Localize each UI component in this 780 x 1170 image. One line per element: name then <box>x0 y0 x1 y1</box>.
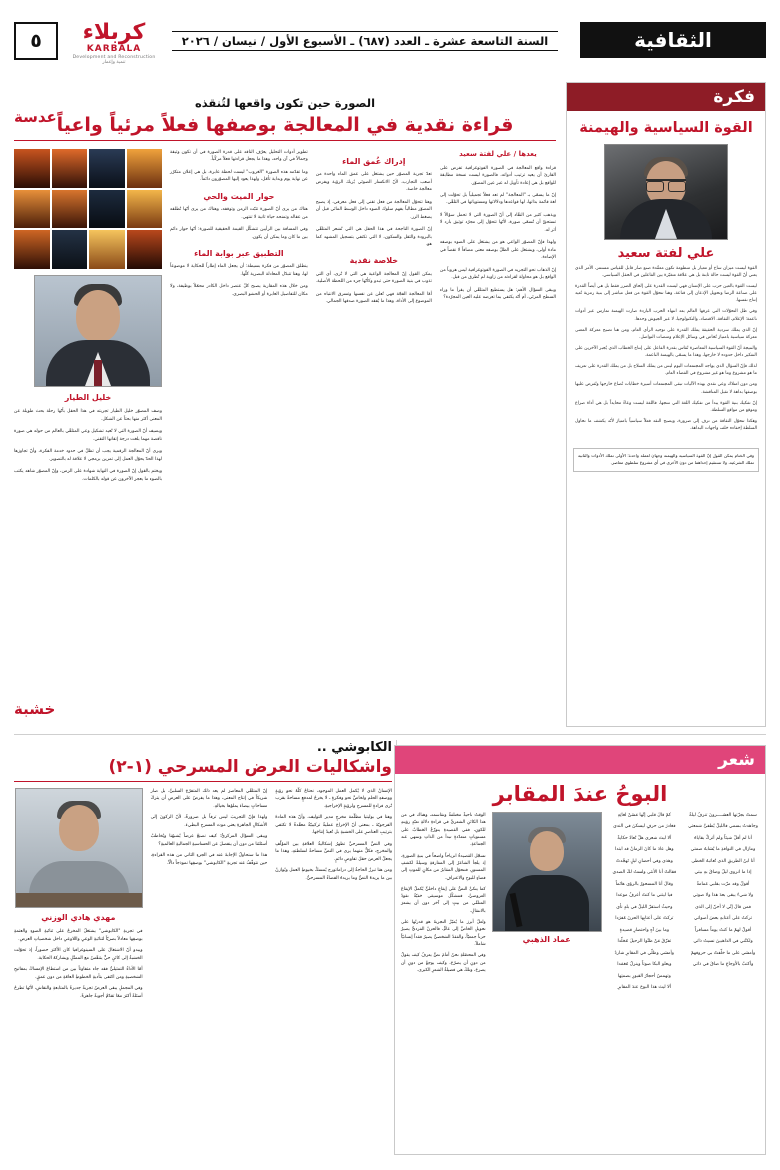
karbala-logo <box>72 22 156 68</box>
verse-line: وقالَ أنا المسحورُ بالرؤى هائماً <box>615 881 674 887</box>
ali-lafta-saeed-portrait <box>604 144 728 240</box>
verse-line: وجاهدتُ بسمي فالليلُ يُطفئُ شمعتي <box>688 824 758 830</box>
verse-line: فمن قالَ إنّي لا أحنّ إلى الذي <box>695 904 751 910</box>
fikra-title: القوة السياسية والهيمنة <box>579 120 753 136</box>
theatre-paragraph: إنّ المتلقّي المعاصرَ لم يعد ذلك المتفرّجَ السلبيَّ، بل صار شريكاً في إنتاج المعنى، وهذا ما يفرضُ على العرضِ أن يتركَ مساحاتٍ بيضاءَ يملؤها بخيالهِ. <box>150 789 268 809</box>
verse-line: وحيثُ استقرّ الليلُ في بلدٍ نأى <box>616 904 673 910</box>
theatre-column-2 <box>151 788 268 1004</box>
masthead <box>0 22 780 78</box>
subheading: حوار الميت والحي <box>203 191 275 201</box>
article-paragraph: تعدّ تجربة المصوّر حين يشتغل على عمق الماء واحدة من أصعب التجارب، لأنّ الانكسار الضوئي يُربك الرؤية ويفرض معالجة خاصة. <box>315 172 432 193</box>
verse-line: وما بينَ آهٍ واحتضارِ قصيدةٍ <box>619 927 670 933</box>
chip-khashaba: خشبة <box>14 700 56 718</box>
poetry-box <box>394 745 766 1155</box>
subheading: خلاصة نقدية <box>349 256 399 266</box>
theatre-paragraph: ولهذا فإنّ التجريبَ ليس ترفاً بل ضرورةٌ، لأنّ الركونَ إلى الأشكالِ الجاهزةِ يعني موتَ المسرحِ البطيءَ. <box>150 815 268 828</box>
article-paragraph: إنّ ما يسمّى بـ "المعالجة" لم تعد فعلاً تجميلياً بل تحوّلت إلى لغة قائمة بذاتها، لها قواعدها ودلالاتها ومستوياتها في التلقّي. <box>439 193 556 206</box>
theatre-paragraph: ومن هنا تبرزُ الحاجةُ إلى دراماتورج يُمسكُ بخيوطِ العمل ويُوازنُ بين ما يريدهُ النصُّ وما يريدهُ الفضاءُ المسرحيُّ. <box>275 868 392 881</box>
theatre-paragraph: وفي النصِّ المسرحيِّ تظهرُ إشكاليةُ العلاقةِ بين المؤلّفِ والمخرجِ، فكلٌّ منهما يرى في النصِّ مساحةً لسلطتهِ، وهذا ما يجعلُ العرضَ حقلَ تفاوضٍ دائمٍ. <box>275 841 392 862</box>
theatre-paragraph: الإنسانُ الذي لا يُكمل العمل الموجود، نحتاجُ كلّهُ نحو رؤيةٍ ووصفهِ الحلم ولخاصِّ نحو وفكرةٍ ـ لا يخرجُ لمدفعٍ مساحةً بقرب تُرى فرادةٍ للمسرحِ ولرؤيةٍ الإخراجيةِ. <box>275 789 392 809</box>
theatre-paragraph: هذا ما سنحاولُ الإجابةَ عنه في الجزءِ الثاني من هذه القراءةِ، حين نتوقّفُ عند تجربةِ "الكابوشي" بوصفِها نموذجاً دالّاً. <box>150 853 268 866</box>
prose-paragraph: تسجّل القصيدةُ انزياحاً واضحاً في بنيةِ الصورةِ، إذ يلجأ الشاعرُ إلى المفارقةِ وسيلةً لكشفِ المستورِ، فتتحوّل المقابرُ من مكانٍ للموتِ إلى فضاءٍ للبوحِ والاعترافِ. <box>401 853 486 881</box>
photo-caption: خليل الطيار <box>64 393 112 402</box>
fikra-paragraph: وهكذا تتحوّل الثقافة من ترف إلى ضرورة، ويصبح النقد فعلاً سياسياً بامتياز لأنّه يكشف ما تحاول السلطة إخفاءه خلف واجهات البداهة. <box>575 418 757 432</box>
article-paragraph: وهنا تتحوّل المعالجة من فعل تقني إلى فعل معرفي، إذ يصبح المصوّر مطالباً بفهم سلوك الضوء داخل الوسط المائي قبل أن يضغط الزر. <box>315 199 432 220</box>
theatre-paragraph: وفي المجملِ يبقى العرضُ تجربةً جديرةً بالمتابعةِ والنقاشِ، لأنّها تطرحُ أسئلةً أكثرَ ممّا تقدّمُ أجوبةً جاهزةً. <box>14 986 143 999</box>
verse-line: أقولُ وقد مرّت بقلبي غمامةٌ <box>696 881 750 887</box>
verse-line: وهل عادَ ما كانَ الزمانُ قد ابتدا <box>615 847 674 853</box>
logo-subtitle: Development and Reconstruction تنمية وإعمار <box>72 55 156 65</box>
verses-left <box>608 812 681 996</box>
article-column-4 <box>14 149 162 488</box>
article-columns <box>14 149 556 488</box>
article-paragraph: إنّ الذهاب نحو التجريد في الصورة الفوتوغرافية ليس هروباً من الواقع بل هو محاولة لقراءته من زاوية لم تُطرق من قبل. <box>439 267 556 281</box>
article-paragraph: ويبقى السؤال الأهم: هل يستطيع المتلقّي أن يقرأ ما وراء السطح المرئي، أم أنّه يكتفي بما تعرضه عليه العين المجرّدة؟ <box>439 287 556 301</box>
article-column-1 <box>440 149 556 488</box>
verse-line: أقولُ لهمْ ما كنتُ يوماً مسافراً <box>694 927 752 933</box>
fikra-header: فكرة <box>567 83 765 111</box>
article-headline: قراءة نقدية في المعالجة بوصفها فعلاً مرئياً واعياً <box>14 114 556 141</box>
article-paragraph: ويرى أنّ المعالجة الرقمية يجب أن تظلّ في حدود خدمة الفكرة، وأنّ تجاوزها لهذا الحدّ يحوّل العمل إلى تمرين برمجي لا علاقة له بالتصوير. <box>14 449 163 462</box>
prose-paragraph: الوقتُ ناحيةٌ مختلفةٌ وتقاسمه، وهناك في من هذا الكائنِ الشعريِّ في قراءةِ دلالةِ تعبّدٍ رؤيتهِ للكونِ، ففي القصيدةِ يتوزّعُ الخطابُ على مستوياتٍ متعدّدةٍ تبدأ من الذاتِ وتنتهي عند الجماعةِ. <box>401 813 486 848</box>
verse-line: ومازال في النوافذِ ما يُشابهُ صمتي <box>690 847 756 853</box>
verse-line: أنا لم أقلْ شيئاً ولم أتركْ بقاياهُ <box>694 835 752 841</box>
verse-line: تركتُ على أعتابهِ بعضَ أصواتي <box>693 916 753 922</box>
verse-line: فيا ليتني ما كنتُ أعرفُ موعدا <box>616 893 673 899</box>
poetry-title: البوحُ عندَ المقابر <box>492 782 668 806</box>
article-paragraph: وما تقدّمه هذه الصورة "الغروب" ليست لحظة عابرة، بل هي إعلان متكرّر عن نهاية يوم وبداية تأمّل، ولهذا يعود إليها المصوّرون دائماً. <box>170 169 308 183</box>
poetry-header: شعر <box>395 746 765 774</box>
verse-line: تركتُ على أعتابِها الحزنَ مُفرَدا <box>615 916 674 922</box>
verse-line: ألا ليتَ شعري هلْ تُعادُ حكايةٌ <box>617 835 672 841</box>
article-paragraph: ولهذا فإنّ المصوّر الواعي هو من يشتغل على الضوء بوصفه مادة أولى، ويشتغل على الظلّ بوصفه معنى مضافاً لا نقصاً في الإضاءة. <box>439 240 556 261</box>
poet-media <box>492 812 602 996</box>
theatre-article <box>14 740 392 1155</box>
issue-info <box>170 26 560 56</box>
fikra-paragraph: لذلك فإنّ السؤال الذي يواجه المجتمعات اليوم ليس من يملك السلاح بل من يملك القدرة على تعريف ما هو مشروع وما هو غير مشروع في الفضاء العام. <box>575 364 757 377</box>
theatre-column-1 <box>275 788 392 1004</box>
chip-adasa: عدسة <box>14 108 57 126</box>
fikra-paragraph: إنّ الذي يملك سردية الحقيقة يملك القدرة على توجيه الرأي العام، ومن هنا تصبح معركة المعنى معركة سياسية بامتياز تُخاض في وسائل الإعلام ومنصات التواصل. <box>575 327 757 340</box>
fikra-author: علي لفتة سعيد <box>617 245 715 261</box>
subheading: التطبيق عبر بوابة الماء <box>194 249 284 259</box>
theatre-paragraph: وهنا في بوليتيا مظلّمة مخرجٍ مدير التوليف، وأنّ هذه المادةَ الفرجويّةَ ـ بمعنى أنّ الإخراجَ عمليةٌ تركيبيّةٌ معقّدةٌ لا تكتفي بترتيبِ العناصرِ على الخشبةِ بل تُعيدُ إنتاجَها. <box>275 815 392 836</box>
prose-paragraph: وفي المحصّلةِ نحنُ أمامَ نصٍّ يعرفُ كيف يقولُ من دونِ أن يصرّحَ، وكيف يوجعُ من دونِ أن يصرخَ، وتلكَ هي فضيلةُ الشعرِ الكبرى. <box>401 953 486 973</box>
lead-article <box>14 96 556 728</box>
verse-line: فقالتْ أنا الأنثى ولستُ لكَ الصدى <box>612 870 677 876</box>
theatre-paragraph: ويبقى السؤال المركزيُّ: كيف نصنعُ عرضاً يُشبهُنا ويُخاطبُ أسئلتَنا من دون أن ينفصلَ عن الحساسيةِ الجماليةِ العالميةِ؟ <box>150 834 268 847</box>
theatre-column-3 <box>14 788 143 1004</box>
theatre-columns <box>14 788 392 1004</box>
verse-line: كمْ قالَ قلبي إنّها مَسَنْ لغاتِهِ <box>617 813 671 818</box>
prose-paragraph: ولعلّ أبرز ما يُميّزُ التجربةَ هو قدرتُها على تحويلِ الخاصِّ إلى عامٍّ، فالحزنُ الفرديُّ يصيرُ حزناً جمعيّاً، والفقدُ الشخصيُّ يصيرُ فقداً إنسانيّاً شاملاً. <box>401 920 486 947</box>
section-title: الثقافية <box>580 22 766 58</box>
theatre-paragraph: أمّا الأداءُ التمثيليُّ فقد جاء متفاوتاً بين من استطاعَ الإمساكَ بمفاتيحِ الشخصيةِ ومن اكتفى بتأديةِ الخطوطِ العامّةِ من دون عمقٍ. <box>14 967 143 980</box>
verse-line: ولكنّني في الذاهبينَ نسيتُ ذاتي <box>693 939 753 945</box>
verse-line: وأكتبُ بالأوجاعِ ما ضاقَ في ذاتي <box>692 962 754 968</box>
mahdi-hadi-al-wazni-photo <box>15 788 143 908</box>
fikra-paragraph: ومن دون امتلاك وعي نقدي بهذه الآليات تبقى المجتمعات أسيرة خطابات تُصاغ خارجها وتُفرض عليها بوصفها بداهة لا تقبل المناقشة. <box>575 382 757 395</box>
theatre-headline: واشكاليات العرض المسرحي (١-٢) <box>14 757 392 782</box>
byline: علي لفتة سعيد <box>459 150 512 158</box>
verse-line: تفرّقَ مَنْ ظنّوا الرحيلَ مُخلّدا <box>617 939 672 945</box>
article-paragraph: هناك من يرى أنّ الصورة تثبّت الزمن وتوقفه، وهناك من يرى أنّها تُطلقه من عقاله وتمنحه حياة ثانية لا تنتهي. <box>170 207 308 220</box>
article-paragraph: ويذهب كثير من النقّاد إلى أنّ الصورة التي لا تحمل سؤالاً لا تستحقّ أن تُسمّى صورة، لأنّها تتحوّل إلى مجرّد توثيق بارد لا أثر له. <box>439 212 556 233</box>
article-paragraph: قراءة واقع المعالجة في الصورة الفوتوغرافية تفرض على القارئ أن يعيد ترتيب أدواته، فالصورة ليست نسخة مطابقة للواقع بل هي إعادة تأويل له عبر عين المصوّر. <box>439 165 556 186</box>
fikra-body <box>567 265 765 444</box>
fikra-paragraph: إنّ تفكيك بنية القوة يبدأ من تفكيك اللغة التي تنتجها، فاللغة ليست وعاءً محايداً بل هي أداة صراع وموقع من مواقع السلطة. <box>575 400 757 413</box>
khalil-al-tayyar-portrait <box>34 275 162 387</box>
verse-line: ولا شيءَ يبقى بعدَ هذا ولا صوتي <box>692 893 754 899</box>
prose-paragraph: كما يتكئُ النصُّ على إيقاعٍ داخليٍّ يُكملُ الإيقاعَ العروضيَّ، فتتشكّل موسيقى خفيّةٌ تقودُ المتلقّي من بيتٍ إلى آخر دون أن يشعرَ بالانتقالِ. <box>401 886 486 914</box>
article-paragraph: يمكن القول إنّ المعالجة الواعية هي التي لا تُرى، أي التي تذوب في بنية الصورة حتى تبدو وكأنّها جزء من اللحظة الأصلية. <box>315 271 432 285</box>
theatre-paragraph: ويبدو أنّ الاشتغالَ على السينوغرافيا كان الأكثرَ حضوراً، إذ تحوّلت الخشبةُ إلى كائنٍ حيٍّ يتنفّسُ مع الممثّلِ ويشاركهُ الحكاية. <box>14 948 143 961</box>
poet-name: عماد الذهبي <box>522 935 571 944</box>
fikra-inset: وفي الختام يمكن القول إنّ القوة السياسية والهيمنة وجهان لعملة واحدة: الأولى تملك الأدوات والثانية تملك الشرعية، ولا تستقيم إحداهما من دون الأخرى في أي مشروع سلطوي معاصر. <box>573 448 759 471</box>
article-paragraph: ويضيف أنّ الصورة التي لا تُعيد تشكيل وعي المتلقّي بالعالم من حوله هي صورة ناقصة مهما بلغت درجة إتقانها التقني. <box>14 429 163 442</box>
verse-line: ألا ليتَ هذا البوحَ عندَ المقابرِ <box>617 985 672 991</box>
fikra-box <box>566 82 766 727</box>
article-paragraph: ينطلق المصوّر من فكرة بسيطة: أن يجعل الماء إطاراً للحكاية لا موضوعاً لها، وهنا تتبدّل المعادلة البصرية كلّها. <box>170 264 308 277</box>
article-paragraph: وصف المصوّر خليل الطيار تجربته في هذا الحقل بأنّها رحلة بحث طويلة عن المعنى أكثر منها بحثاً عن الشكل. <box>14 409 163 422</box>
article-paragraph: تطوير أدوات التحليل يعرّف الناقد على قدرة الصورة في أن تكون وثيقة وجمالاً في آن واحد، وهذا ما يجعل قراءتها فعلاً مركّباً. <box>170 150 308 163</box>
verse-line: وتهمسُ أحجارُ القبورِ بصمتِها <box>617 973 671 979</box>
article-paragraph: وفي المسافة بين الرأيين تتشكّل القيمة الحقيقية للصورة: أنّها حوار دائم بين ما كان وما يمكن أن يكون. <box>170 227 308 240</box>
verse-line: إذا ما انزوى ليلٌ وضاقَ بهِ بيتي <box>694 870 752 876</box>
fikra-paragraph: والنتيجة أنّ القوة السياسية المعاصرة تُقاس بقدرة الفاعل على إنتاج الخطاب الذي يُجبر الآخرين على التفكير داخل حدوده لا خارجها، وهذا ما يسمّى بالهيمنة الناعمة. <box>575 345 757 359</box>
fikra-paragraph: وفي ظل التحوّلات التي عرفها العالم بعد انتهاء الحرب الباردة صارت الهيمنة تمارس عبر أدوات ناعمة: الإعلام، الثقافة، الاقتصاد، والتكنولوجيا، لا عبر الجيوش وحدها. <box>575 309 757 322</box>
article-paragraph: أمّا المعالجة الفجّة فهي تُعلن عن نفسها وتسرق الانتباه من الموضوع إلى الأداة، وهذا ما يُفقد الصورة صدقها الجمالي. <box>315 291 432 305</box>
article-paragraph: ويختم بالقول إنّ الصورة في النهاية شهادة على الزمن، وإنّ المصوّر شاهد يكتب بالضوء ما يعجز الآخرون عن قوله بالكلمات. <box>14 469 163 482</box>
logo-latin: KARBALA <box>86 44 142 54</box>
theatre-paragraph: في تجربةِ "الكابوشي" يشتغلُ المخرجُ على ثنائيةِ الضوءِ والعتمةِ بوصفِها معادلاً بصريّاً لثنائيةِ الوعيِ واللاوعيِ داخل شخصياتِ العرضِ. <box>14 929 143 942</box>
byline-prefix: يعدها / <box>511 150 537 158</box>
verse-line: سمتْ بجرّتها العشــــرونَ تنزفُ ليلةً <box>689 813 757 818</box>
theatre-kicker: الكابوشي .. <box>316 740 392 755</box>
poetry-body <box>395 812 765 1002</box>
verse-line: وأمشي وظلّي في المقابرِ شاردٌ <box>614 950 675 956</box>
article-kicker: الصورة حين تكون واقعها لتُنقذه <box>194 96 376 110</box>
article-column-3 <box>170 149 308 488</box>
logo-arabic: كربلاء <box>82 20 146 45</box>
fikra-paragraph: القوة ليست ميزان ساخ أو معيار بل منظومة تكون معقّدة صنع صار قابل للقياس مستمر، الأمر الذي يعني أنّ القوة ليست حالة ثابتة بل هي علاقة متغيّرة بين الفاعلين في الحقل السياسي. <box>575 265 757 278</box>
photo-collage-sunsets <box>14 149 162 269</box>
article-paragraph: ومن خلال هذه المقاربة يصبح كلّ عنصر داخل الكادر محمّلاً بوظيفة، ولا مكان للتفاصيل العابرة أو الحشو البصري. <box>170 284 308 297</box>
poet-at-podium-photo <box>492 812 602 932</box>
article-paragraph: إنّ الصورة الناجحة في هذا الحقل هي التي تُشعر المتلقّي بالبرودة والثقل والسكون، لا التي تكتفي بتسجيل المشهد كما هو. <box>315 227 432 248</box>
subheading: إدراك عُمق الماء <box>342 157 406 166</box>
verse-line: أنا ابنُ الطريقِ الذي تُعاتبهُ الخطى <box>691 858 755 864</box>
verse-line: وأمشي على ما خلّفتْ بي حروفهمْ <box>690 950 756 956</box>
fikra-paragraph: ليست القوة بالعين حرب على الإنسان فهي ليست القدرة على إلحاق الضرر فقط بل هي أيضاً القدرة على صناعة الرضا وتحويل الإذعان إلى قناعة، وهنا تتحوّل القوة من فعل مباشر إلى بنية رمزية تُعيد إنتاج نفسها. <box>575 284 757 304</box>
verse-line: وهذي وفي أحضانِ ليلٍ تَهجّدتْ <box>615 858 673 864</box>
verses-right <box>687 812 759 996</box>
page-number: ٥ <box>14 22 58 60</box>
issue-line: السنة التاسعة عشرة ـ العدد (٦٨٧) ـ الأسبوع الأول / نيسان / ٢٠٢٦ <box>172 31 559 51</box>
verse-line: فغادرَ من حرفٍ ليسكنَ في الندى <box>613 824 676 830</box>
writer-name: مهدي هادي الوزني <box>41 913 116 922</box>
verse-line: ويعلو البكا صوتاً وينزلُ مُغمَدا <box>617 962 672 968</box>
article-column-2 <box>316 149 432 488</box>
poetry-prose <box>401 812 486 996</box>
horizontal-divider <box>14 734 766 735</box>
